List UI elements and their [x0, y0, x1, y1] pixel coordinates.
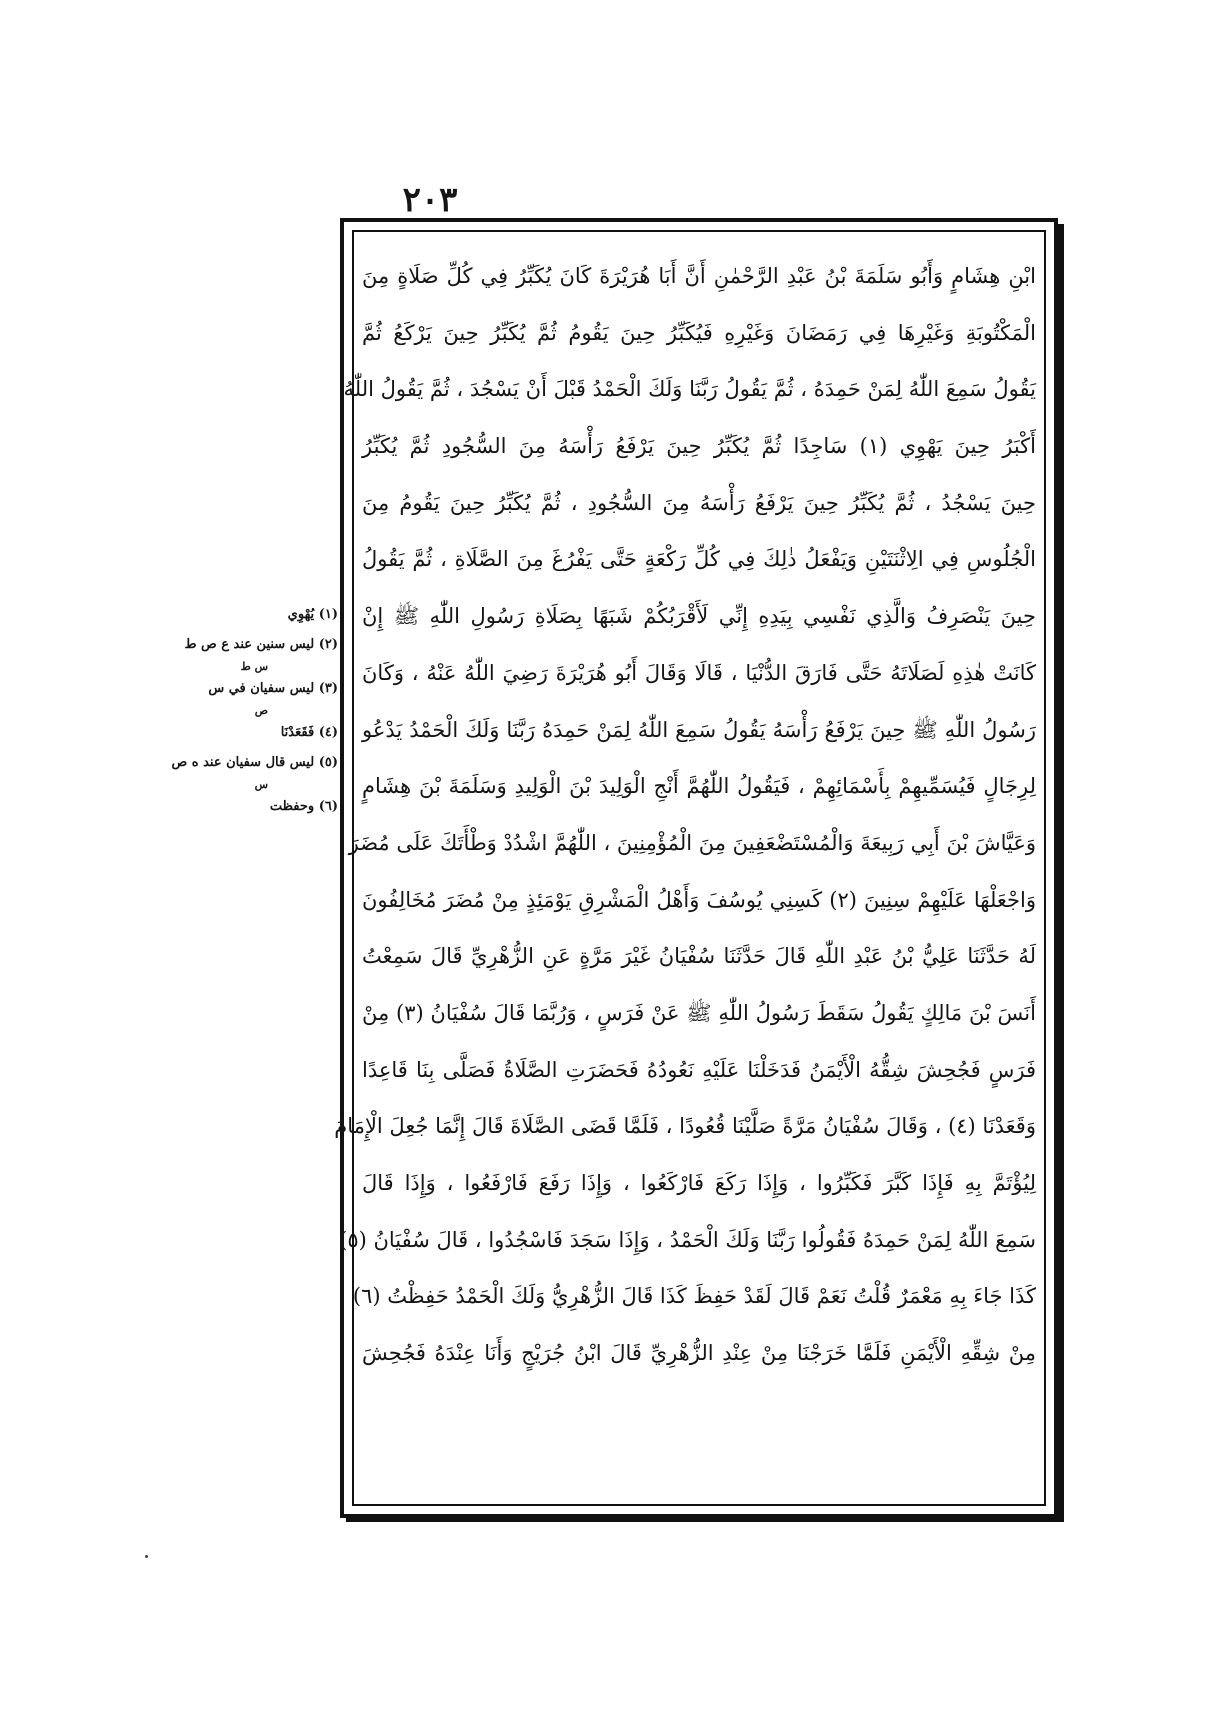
- text-line: يَقُولُ سَمِعَ اللّٰهُ لِمَنْ حَمِدَهُ ، ثُمَّ يَقُولُ رَبَّنَا وَلَكَ الْحَمْدُ قَبْلَ أَنْ يَسْجُدَ ، ثُمَّ يَقُولُ اللّٰهُ: [343, 377, 1036, 402]
- text-line: لِرِجَالٍ فَيُسَمِّيهِمْ بِأَسْمَائِهِمْ ، فَيَقُولُ اللّٰهُمَّ أَنْجِ الْوَلِيدَ بْنَ الْوَلِيدِ وَسَلَمَةَ بْنَ هِشَامٍ: [362, 774, 1036, 799]
- frame-shadow-right: [1058, 224, 1064, 1522]
- text-line: رَسُولُ اللّٰهِ ﷺ حِينَ يَرْفَعُ رَأْسَهُ يَقُولُ سَمِعَ اللّٰهُ لِمَنْ حَمِدَهُ رَبَّنَا وَلَكَ الْحَمْدُ يَدْعُو: [362, 717, 1036, 742]
- text-line: الْجُلُوسِ فِي الِاثْنَتَيْنِ وَيَفْعَلُ ذٰلِكَ فِي كُلِّ رَكْعَةٍ حَتَّى يَفْرُغَ مِنَ الصَّلَاةِ ، ثُمَّ يَقُولُ: [362, 547, 1036, 572]
- footnote-3-sub: ص: [254, 704, 268, 717]
- text-line: أَكْبَرُ حِينَ يَهْوِي (١) سَاجِدًا ثُمَّ يُكَبِّرُ حِينَ يَرْفَعُ رَأْسَهُ مِنَ السُّجُودِ ثُمَّ يُكَبِّرُ: [362, 434, 1036, 459]
- footnote-2: (٢) ليس سنين عند ﻉ ص ط: [184, 637, 338, 652]
- footnote-1: (١) يُهْوِي: [287, 607, 338, 622]
- text-line: وَعَيَّاشَ بْنَ أَبِي رَبِيعَةَ وَالْمُسْتَضْعَفِينَ مِنَ الْمُؤْمِنِينَ ، اللّٰهُمَّ اشْدُدْ وَطْأَتَكَ عَلَى مُضَرَ: [348, 830, 1036, 855]
- text-line: سَمِعَ اللّٰهُ لِمَنْ حَمِدَهُ فَقُولُوا رَبَّنَا وَلَكَ الْحَمْدُ ، وَإِذَا سَجَدَ فَاسْجُدُوا ، قَالَ سُفْيَانُ (٥): [339, 1227, 1036, 1252]
- text-line: وَقَعَدْنَا (٤) ، وَقَالَ سُفْيَانُ مَرَّةً صَلَّيْنَا قُعُودًا ، فَلَمَّا قَضَى الصَّلَاةَ قَالَ إِنَّمَا جُعِلَ الْإِمَامُ: [334, 1114, 1036, 1139]
- footnote-5: (٥) ليس قال سفيان عند ه ص: [171, 755, 338, 770]
- scan-speck: [145, 1555, 148, 1558]
- frame-shadow-bottom: [346, 1518, 1064, 1522]
- text-line: ابْنِ هِشَامٍ وَأَبُو سَلَمَةَ بْنُ عَبْدِ الرَّحْمٰنِ أَنَّ أَبَا هُرَيْرَةَ كَانَ يُكَبِّرُ فِي كُلِّ صَلَاةٍ مِنَ: [362, 264, 1036, 288]
- text-line: الْمَكْتُوبَةِ وَغَيْرِهَا فِي رَمَضَانَ وَغَيْرِهِ فَيُكَبِّرُ حِينَ يَقُومُ ثُمَّ يُكَبِّرُ حِينَ يَرْكَعُ ثُمَّ: [362, 320, 1036, 345]
- footnote-4: (٤) فَقَعَدْنَا: [280, 725, 338, 740]
- text-line: وَاجْعَلْهَا عَلَيْهِمْ سِنِينَ (٢) كَسِنِي يُوسُفَ وَأَهْلُ الْمَشْرِقِ يَوْمَئِذٍ مِنْ مُضَرَ مُخَالِفُونَ: [362, 887, 1036, 912]
- footnote-5-sub: س: [254, 778, 268, 791]
- text-line: مِنْ شِقِّهِ الْأَيْمَنِ فَلَمَّا خَرَجْنَا مِنْ عِنْدِ الزُّهْرِيِّ قَالَ ابْنُ جُرَيْجٍ وَأَنَا عِنْدَهُ فَجُحِشَ: [362, 1341, 1036, 1366]
- text-line: كَانَتْ هٰذِهِ لَصَلَاتَهُ حَتَّى فَارَقَ الدُّنْيَا ، قَالَا وَقَالَ أَبُو هُرَيْرَةَ رَضِيَ اللّٰهُ عَنْهُ ، وَكَانَ: [362, 660, 1036, 685]
- page-number: ٢٠٣: [402, 180, 458, 220]
- text-line: لِيُؤْتَمَّ بِهِ فَإِذَا كَبَّرَ فَكَبِّرُوا ، وَإِذَا رَكَعَ فَارْكَعُوا ، وَإِذَا رَفَعَ فَارْفَعُوا ، وَإِذَا قَالَ: [362, 1171, 1036, 1195]
- text-line: لَهُ حَدَّثَنَا عَلِيُّ بْنُ عَبْدِ اللّٰهِ قَالَ حَدَّثَنَا سُفْيَانُ غَيْرَ مَرَّةٍ عَنِ الزُّهْرِيِّ قَالَ سَمِعْتُ: [362, 944, 1036, 969]
- text-line: فَرَسٍ فَجُحِشَ شِقُّهُ الْأَيْمَنُ فَدَخَلْنَا عَلَيْهِ نَعُودُهُ فَحَضَرَتِ الصَّلَاةُ فَصَلَّى بِنَا قَاعِدًا: [362, 1057, 1036, 1082]
- text-line: أَنَسَ بْنَ مَالِكٍ يَقُولُ سَقَطَ رَسُولُ اللّٰهِ ﷺ عَنْ فَرَسٍ ، وَرُبَّمَا قَالَ سُفْيَانُ (٣) مِنْ: [362, 1000, 1036, 1025]
- text-line: حِينَ يَنْصَرِفُ وَالَّذِي نَفْسِي بِيَدِهِ إِنِّي لَأَقْرَبُكُمْ شَبَهًا بِصَلَاةِ رَسُولِ اللّٰهِ ﷺ إِنْ: [362, 604, 1036, 629]
- text-line: كَذَا جَاءَ بِهِ مَعْمَرٌ قُلْتُ نَعَمْ قَالَ لَقَدْ حَفِظَ كَذَا قَالَ الزُّهْرِيُّ وَلَكَ الْحَمْدُ حَفِظْتُ (٦): [352, 1284, 1036, 1309]
- text-line: حِينَ يَسْجُدُ ، ثُمَّ يُكَبِّرُ حِينَ يَرْفَعُ رَأْسَهُ مِنَ السُّجُودِ ، ثُمَّ يُكَبِّرُ حِينَ يَقُومُ مِنَ: [362, 490, 1036, 515]
- footnote-3: (٣) ليس سفيان في س: [208, 681, 338, 696]
- footnote-6: (٦) وحفظت: [269, 799, 338, 814]
- marginal-footnotes: [160, 600, 338, 822]
- footnote-2-sub: س ط: [240, 660, 268, 673]
- main-text: [334, 248, 1036, 1498]
